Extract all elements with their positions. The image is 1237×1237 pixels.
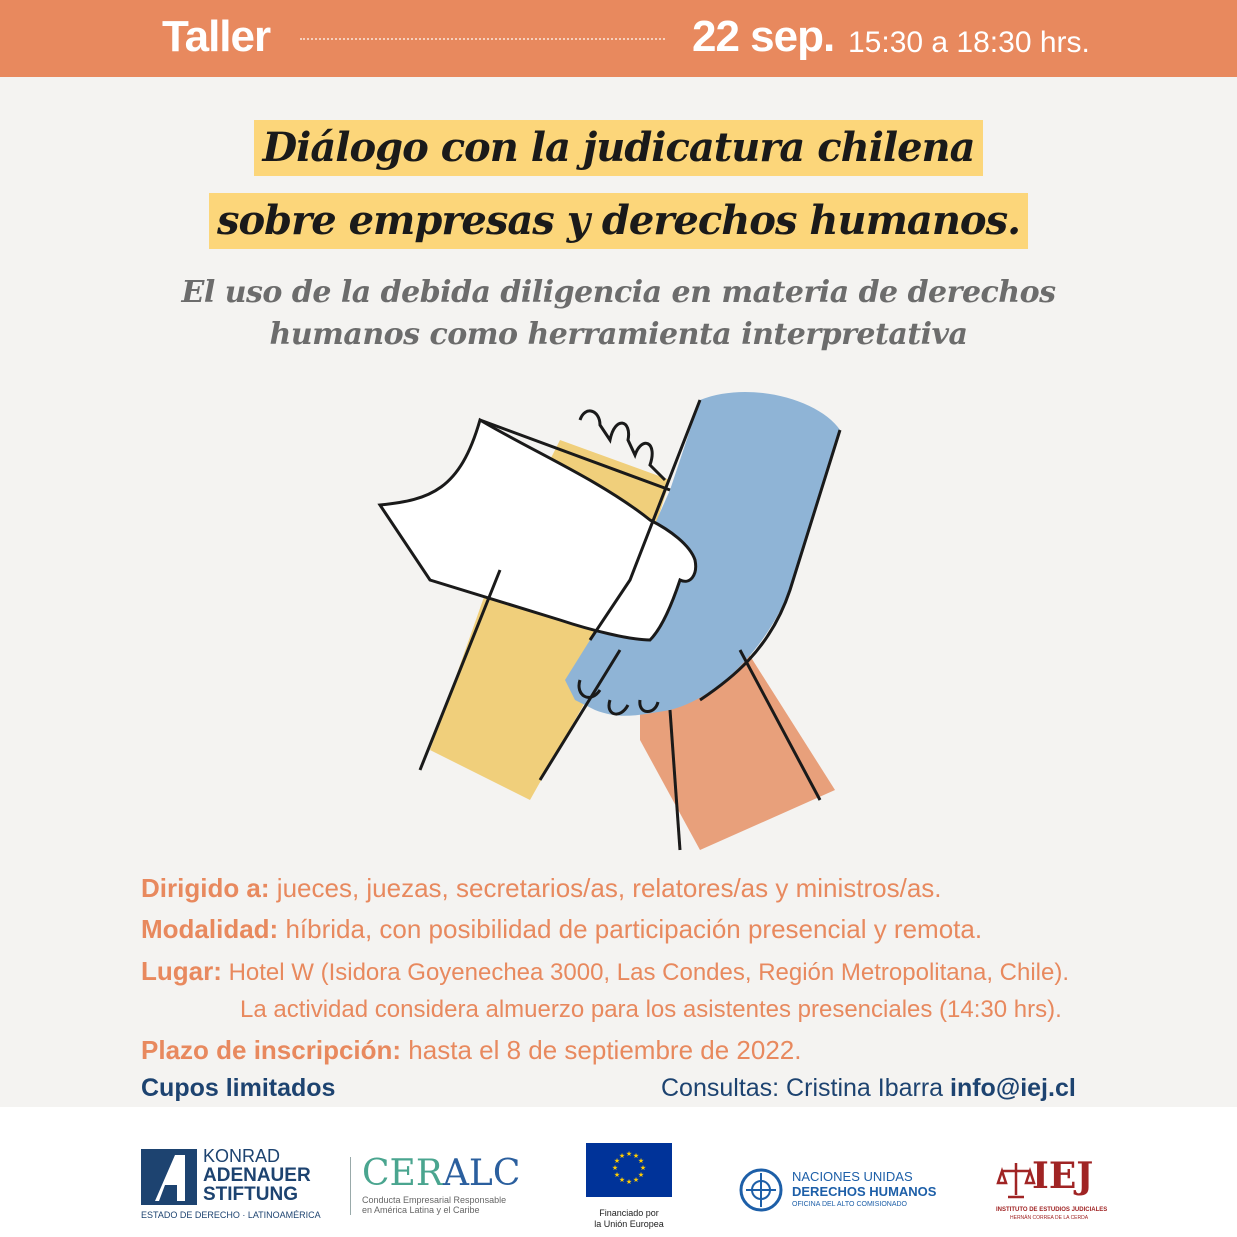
ceralc-tagline-2: en América Latina y el Caribe	[362, 1205, 480, 1215]
ceralc-cer: CER	[362, 1153, 443, 1194]
dirigido-row	[141, 873, 942, 904]
kas-line-3: STIFTUNG	[203, 1184, 298, 1205]
kas-line-1: KONRAD	[203, 1146, 281, 1166]
modalidad-label: Modalidad:	[141, 914, 279, 944]
eu-caption-2: la Unión Europea	[594, 1219, 664, 1229]
dirigido-label: Dirigido a:	[141, 873, 270, 903]
hands-illustration	[370, 380, 870, 860]
plazo-label: Plazo de inscripción:	[141, 1035, 402, 1065]
title-line-1: Diálogo con la judicatura chilena	[254, 120, 982, 176]
title-line-2-wrap	[0, 193, 1237, 249]
lugar-row	[141, 956, 1069, 987]
kas-logo	[141, 1146, 341, 1220]
ceralc-wordmark	[362, 1155, 542, 1193]
un-line-2: DERECHOS HUMANOS	[792, 1184, 937, 1199]
kas-line-2: ADENAUER	[203, 1165, 311, 1186]
un-hr-logo	[736, 1165, 956, 1225]
un-line-1: NACIONES UNIDAS	[792, 1169, 913, 1184]
plazo-row	[141, 1035, 801, 1066]
consultas-email[interactable]: info@iej.cl	[950, 1074, 1076, 1102]
iej-logo	[996, 1155, 1108, 1229]
eu-caption-1: Financiado por	[599, 1208, 659, 1218]
lugar-label: Lugar:	[141, 956, 222, 986]
event-date: 22 sep.	[692, 12, 835, 61]
un-emblem-icon	[736, 1165, 786, 1215]
dirigido-value: jueces, juezas, secretarios/as, relatores/as y ministros/as.	[276, 873, 942, 903]
svg-text:★: ★	[618, 1152, 626, 1160]
ceralc-alc: ALC	[442, 1153, 521, 1194]
logo-footer	[0, 1107, 1237, 1237]
scales-icon	[996, 1159, 1036, 1201]
event-time: 15:30 a 18:30 hrs.	[848, 26, 1090, 59]
iej-line-1: INSTITUTO DE ESTUDIOS JUDICIALES	[996, 1207, 1108, 1213]
title-line-2: sobre empresas y derechos humanos.	[209, 193, 1028, 249]
svg-text:★: ★	[637, 1171, 645, 1179]
svg-text:★: ★	[639, 1164, 647, 1172]
kas-emblem	[141, 1149, 197, 1205]
event-type: Taller	[162, 12, 271, 61]
ceralc-tagline-1: Conducta Empresarial Responsable	[362, 1195, 507, 1205]
iej-wordmark: IEJ	[1032, 1155, 1094, 1197]
svg-text:★: ★	[613, 1157, 621, 1165]
header-bar	[0, 0, 1237, 77]
svg-text:★: ★	[618, 1176, 626, 1184]
plazo-value: hasta el 8 de septiembre de 2022.	[408, 1035, 802, 1065]
consultas-label: Consultas: Cristina Ibarra	[661, 1074, 944, 1102]
modalidad-row	[141, 914, 982, 945]
kas-tagline: ESTADO DE DERECHO · LATINOAMÉRICA	[141, 1210, 321, 1220]
modalidad-value: híbrida, con posibilidad de participación presencial y remota.	[285, 914, 983, 944]
subtitle-line-1: El uso de la debida diligencia en materia de derechos	[181, 275, 1056, 310]
cupos-limitados: Cupos limitados	[141, 1074, 336, 1102]
ceralc-logo	[362, 1155, 542, 1225]
title-line-1-wrap	[0, 120, 1237, 176]
un-line-3: OFICINA DEL ALTO COMISIONADO	[792, 1201, 908, 1208]
svg-text:★: ★	[625, 1150, 633, 1158]
consultas-row	[661, 1074, 1076, 1103]
iej-line-2: HERNÁN CORREA DE LA CERDA	[1010, 1215, 1089, 1221]
logo-divider	[350, 1157, 351, 1215]
dotted-divider	[300, 38, 665, 40]
eu-logo	[586, 1143, 676, 1233]
svg-text:★: ★	[637, 1157, 645, 1165]
svg-text:★: ★	[632, 1152, 640, 1160]
svg-text:★: ★	[613, 1171, 621, 1179]
lugar-value: Hotel W (Isidora Goyenechea 3000, Las Condes, Región Metropolitana, Chile).	[228, 959, 1070, 986]
svg-text:★: ★	[611, 1164, 619, 1172]
lugar-note: La actividad considera almuerzo para los asistentes presenciales (14:30 hrs).	[240, 996, 1062, 1023]
svg-text:★: ★	[625, 1178, 633, 1186]
svg-text:★: ★	[632, 1176, 640, 1184]
eu-flag-icon	[586, 1143, 672, 1197]
subtitle-line-2: humanos como herramienta interpretativa	[269, 317, 968, 352]
